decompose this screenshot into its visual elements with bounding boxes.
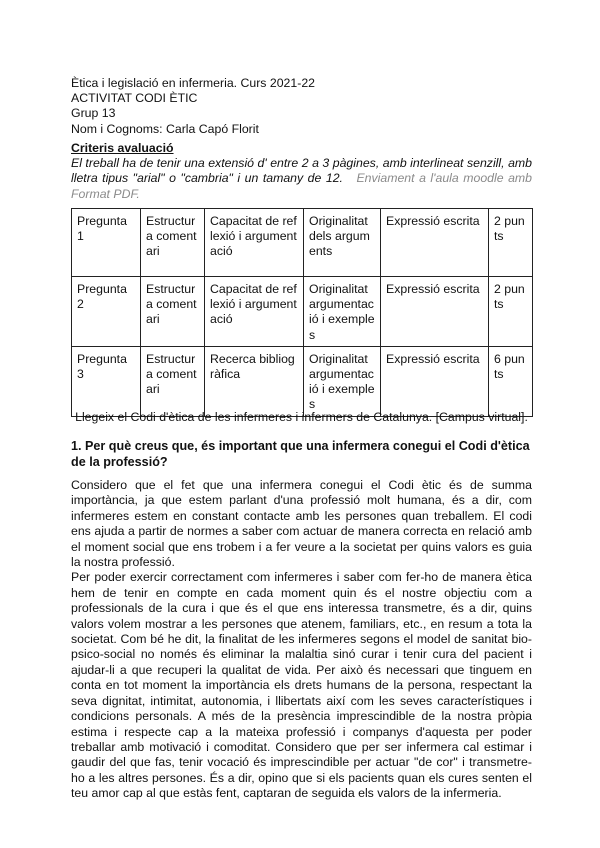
table-cell: Originalitat argumentació i exemples (304, 277, 381, 347)
document-header (71, 76, 315, 137)
course-line: Ètica i legislació en infermeria. Curs 2021-22 (71, 76, 316, 90)
criteria-submission-note: Enviament a l'aula moodle amb Format PDF. (71, 171, 533, 201)
criteria-table (71, 208, 533, 417)
table-cell: Capacitat de reflexió i argumentació (205, 209, 304, 277)
name-line: Nom i Cognoms: Carla Capó Florit (71, 121, 259, 136)
group-line: Grup 13 (71, 106, 116, 121)
reading-instruction: Llegeix el Codi d'ètica de les infermeres i infermers de Catalunya. [Campus virtual]. (75, 410, 528, 424)
criteria-title: Criteris avaluació (71, 141, 174, 155)
answer-paragraph: Considero que el fet que una infermera conegui el Codi ètic és de summa importància, ja que estem parlant d'una professió molt humana, és a dir, com infermeres estem en constant contacte amb les persones quan treballem. El codi ens ajuda a partir de normes a saber com actuar de manera correcta en relació amb el moment social que ens trobem i a fer veure a la societat per quins valors es guia la nostra professió. (71, 478, 532, 570)
table-row (72, 209, 533, 277)
criteria-description (71, 156, 532, 202)
criteria-description-text: El treball ha de tenir una extensió d' entre 2 a 3 pàgines, amb interlineat senzill, amb lletra tipus "arial" o "cambria" i un tamany de 12. (71, 156, 532, 186)
table-cell: 2 punts (489, 209, 533, 277)
table-cell: Estructura comentari (141, 346, 205, 416)
table-cell: Pregunta 1 (72, 209, 141, 277)
table-cell: Originalitat argumentació i exemples (304, 346, 381, 416)
table-cell: Pregunta 3 (72, 346, 141, 416)
table-cell: Originalitat dels arguments (304, 209, 381, 277)
question-1-title: 1. Per què creus que, és important que una infermera conegui el Codi d'ètica de la professió? (71, 439, 530, 469)
table-cell: Recerca bibliogràfica (205, 346, 304, 416)
table-cell: Expressió escrita (381, 277, 489, 347)
table-cell: 2 punts (489, 277, 533, 347)
table-cell: Capacitat de reflexió i argumentació (205, 277, 304, 347)
answer-paragraph: Per poder exercir correctament com infermeres i saber com fer-ho de manera ètica hem de tenir en compte en cada moment quin és el nostre objectiu com a professionals de la cura i que és el que ens interessa transmetre, és a dir, quins valors volem mostrar a les persones que atenem, familiars, etc., en resum a tota la societat. Com bé he dit, la finalitat de les infermeres segons el model de sanitat bio-psico-social no només és eliminar la malaltia sinó curar i tenir cura del pacient i ajudar-li a que recuperi la qualitat de vida. Per això és necessari que tinguem en conta en tot moment la importància els drets humans de la persona, respectant la seva dignitat, intimitat, autonomia, i llibertats així com les seves característiques i condicions personals. A més de la presència imprescindible de la nostra pròpia estima i respecte cap a la mateixa professió i companys d'aquesta per poder treballar amb motivació i comoditat. Considero que per ser infermera cal estimar i gaudir del que fas, tenir vocació és imprescindible per actuar "de cor" i transmetre-ho a les altres persones. És a dir, opino que si els pacients quan els cures senten el teu amor cap al que estàs fent, captaran de seguida els valors de la infermeria. (71, 570, 532, 801)
table-cell: Expressió escrita (381, 209, 489, 277)
activity-line: ACTIVITAT CODI ÈTIC (71, 91, 198, 106)
table-row (72, 346, 533, 416)
table-cell: Estructura comentari (141, 209, 205, 277)
table-cell: Estructura comentari (141, 277, 205, 347)
question-1-answer (71, 478, 532, 802)
table-row (72, 277, 533, 347)
table-cell: 6 punts (489, 346, 533, 416)
table-cell: Pregunta 2 (72, 277, 141, 347)
table-cell: Expressió escrita (381, 346, 489, 416)
